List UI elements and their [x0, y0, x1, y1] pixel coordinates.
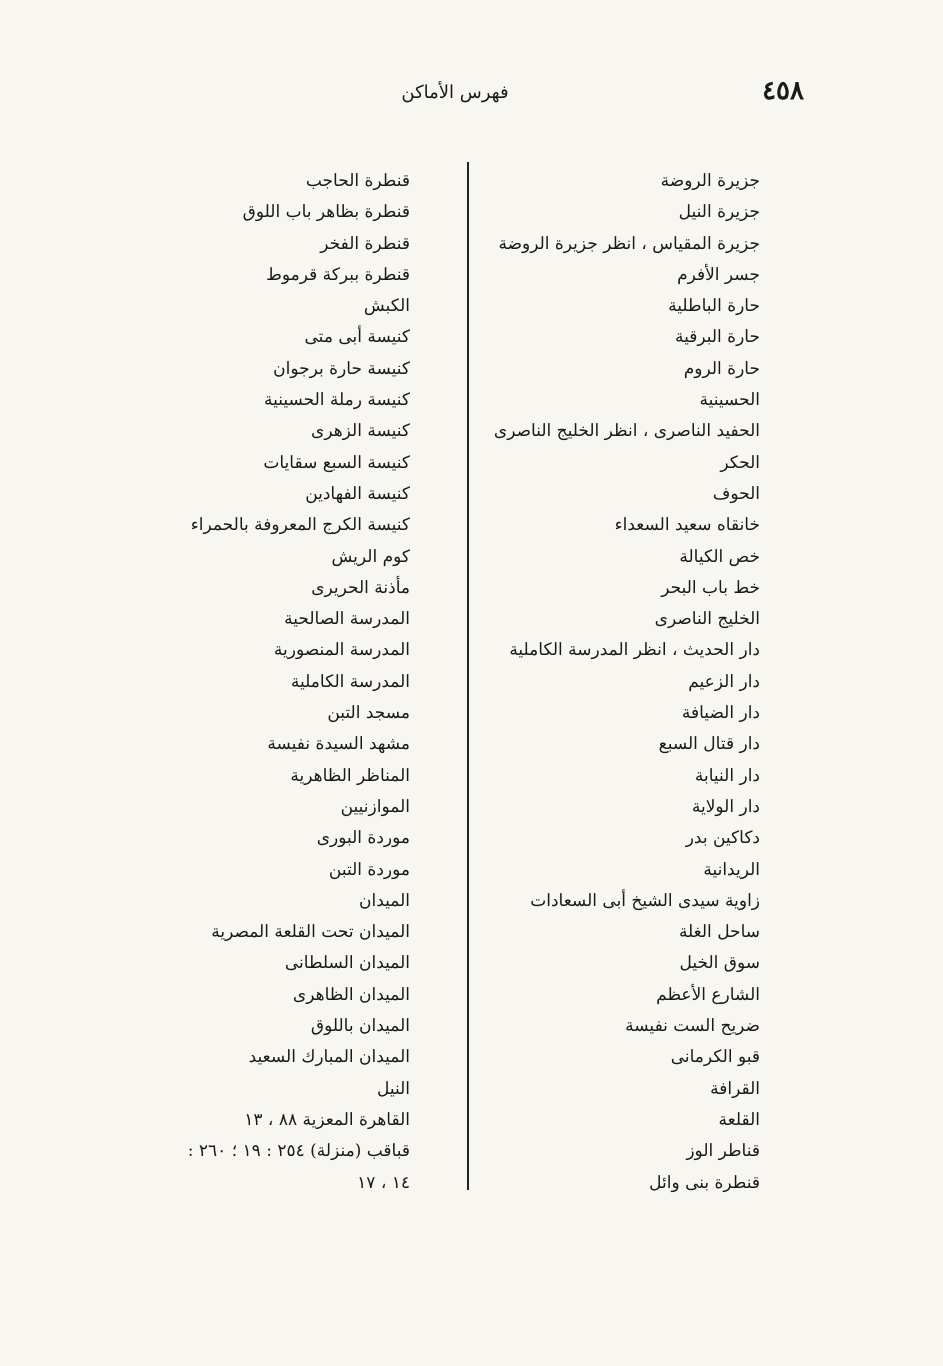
- index-entry: قبو الكرمانى: [670, 1047, 760, 1068]
- index-entry: حارة الباطلية: [668, 296, 760, 317]
- index-entry: دار الضيافة: [681, 703, 760, 724]
- index-entry: جسر الأفرم: [677, 264, 760, 285]
- index-entry: قنطرة ببركة قرموط: [266, 264, 410, 285]
- index-entry: ساحل الغلة: [678, 922, 760, 943]
- index-entry: كنيسة حارة برجوان: [273, 358, 410, 379]
- index-entry: الميدان تحت القلعة المصرية: [211, 922, 410, 943]
- index-entry: ١٤ ، ١٧: [357, 1172, 410, 1193]
- index-entry: حارة الروم: [683, 358, 760, 379]
- index-entry: الحفيد الناصرى ، انظر الخليج الناصرى: [493, 421, 760, 442]
- index-entry: قنطرة بظاهر باب اللوق: [242, 202, 410, 223]
- index-entry: قنطرة الفخر: [320, 233, 410, 254]
- index-entry: دار الولاية: [691, 796, 760, 817]
- index-entry: جزيرة المقياس ، انظر جزيرة الروضة: [498, 233, 760, 254]
- index-entry: سوق الخيل: [679, 953, 760, 974]
- index-entry: قنطرة بنى وائل: [649, 1172, 760, 1193]
- index-entry: كنيسة أبى متى: [304, 327, 410, 348]
- index-entry: القرافة: [710, 1078, 760, 1099]
- index-entry: كوم الريش: [331, 546, 410, 567]
- index-entry: الخليج الناصرى: [654, 609, 760, 630]
- index-entry: موردة البورى: [316, 828, 410, 849]
- index-entry: الميدان: [359, 890, 410, 911]
- index-entry: الحكر: [720, 452, 760, 473]
- index-entry: القاهرة المعزية ٨٨ ، ١٣: [244, 1109, 410, 1130]
- index-entry: الميدان المبارك السعيد: [248, 1047, 410, 1068]
- index-entry: القلعة: [718, 1109, 760, 1130]
- index-entry: مسجد التبن: [327, 703, 410, 724]
- index-entry: دكاكين بدر: [685, 828, 760, 849]
- index-entry: مأذنة الحريرى: [311, 577, 410, 598]
- index-entry: مشهد السيدة نفيسة: [267, 734, 410, 755]
- index-entry: الريدانية: [703, 859, 760, 880]
- index-entry: الموازنيين: [340, 796, 410, 817]
- index-entry: المناظر الظاهرية: [290, 765, 410, 786]
- index-entry: الحوف: [712, 483, 760, 504]
- index-entry: قنطرة الحاجب: [305, 171, 410, 191]
- index-entry: زاوية سيدى الشيخ أبى السعادات: [530, 890, 760, 911]
- index-entry: قناطر الوز: [686, 1141, 760, 1162]
- index-entry: حارة البرقية: [675, 327, 760, 348]
- index-entry: دار النيابة: [694, 765, 760, 786]
- index-entry: الحسينية: [699, 390, 760, 411]
- page-number: ٤٥٨: [762, 76, 804, 106]
- index-entry: كنيسة الزهرى: [311, 421, 410, 442]
- index-entry: الكبش: [363, 296, 410, 317]
- index-entry: كنيسة السبع سقايات: [263, 452, 410, 473]
- index-entry: كنيسة رملة الحسينية: [263, 390, 410, 411]
- index-entry: كنيسة الفهادين: [305, 483, 410, 504]
- index-column-right: [480, 166, 760, 1199]
- index-entry: قباقب (منزلة) ٢٥٤ : ١٩ ؛ ٢٦٠ :: [187, 1141, 410, 1162]
- index-entry: الميدان باللوق: [310, 1016, 410, 1037]
- index-entry: المدرسة الكاملية: [290, 671, 410, 692]
- index-entry: دار الزعيم: [688, 671, 760, 692]
- index-entry: ضريح الست نفيسة: [625, 1016, 760, 1037]
- index-entry: المدرسة المنصورية: [273, 640, 410, 661]
- index-column-left: [140, 166, 410, 1199]
- index-entry: موردة التبن: [328, 859, 410, 880]
- index-entry: المدرسة الصالحية: [284, 609, 410, 630]
- index-entry: خانقاه سعيد السعداء: [614, 515, 760, 536]
- index-entry: دار الحديث ، انظر المدرسة الكاملية: [509, 640, 760, 661]
- index-entry: خص الكيالة: [679, 546, 760, 567]
- index-entry: جزيرة الروضة: [660, 171, 760, 191]
- index-entry: جزيرة النيل: [678, 202, 760, 223]
- index-entry: الشارع الأعظم: [656, 984, 760, 1005]
- index-entry: الميدان السلطانى: [284, 953, 410, 974]
- index-entry: دار قتال السبع: [658, 734, 760, 755]
- index-entry: النيل: [376, 1078, 410, 1099]
- index-entry: خط باب البحر: [661, 577, 760, 598]
- running-title: فهرس الأماكن: [401, 82, 509, 103]
- column-divider: [467, 162, 469, 1190]
- index-entry: كنيسة الكرج المعروفة بالحمراء: [190, 515, 410, 536]
- index-entry: الميدان الظاهرى: [292, 984, 410, 1005]
